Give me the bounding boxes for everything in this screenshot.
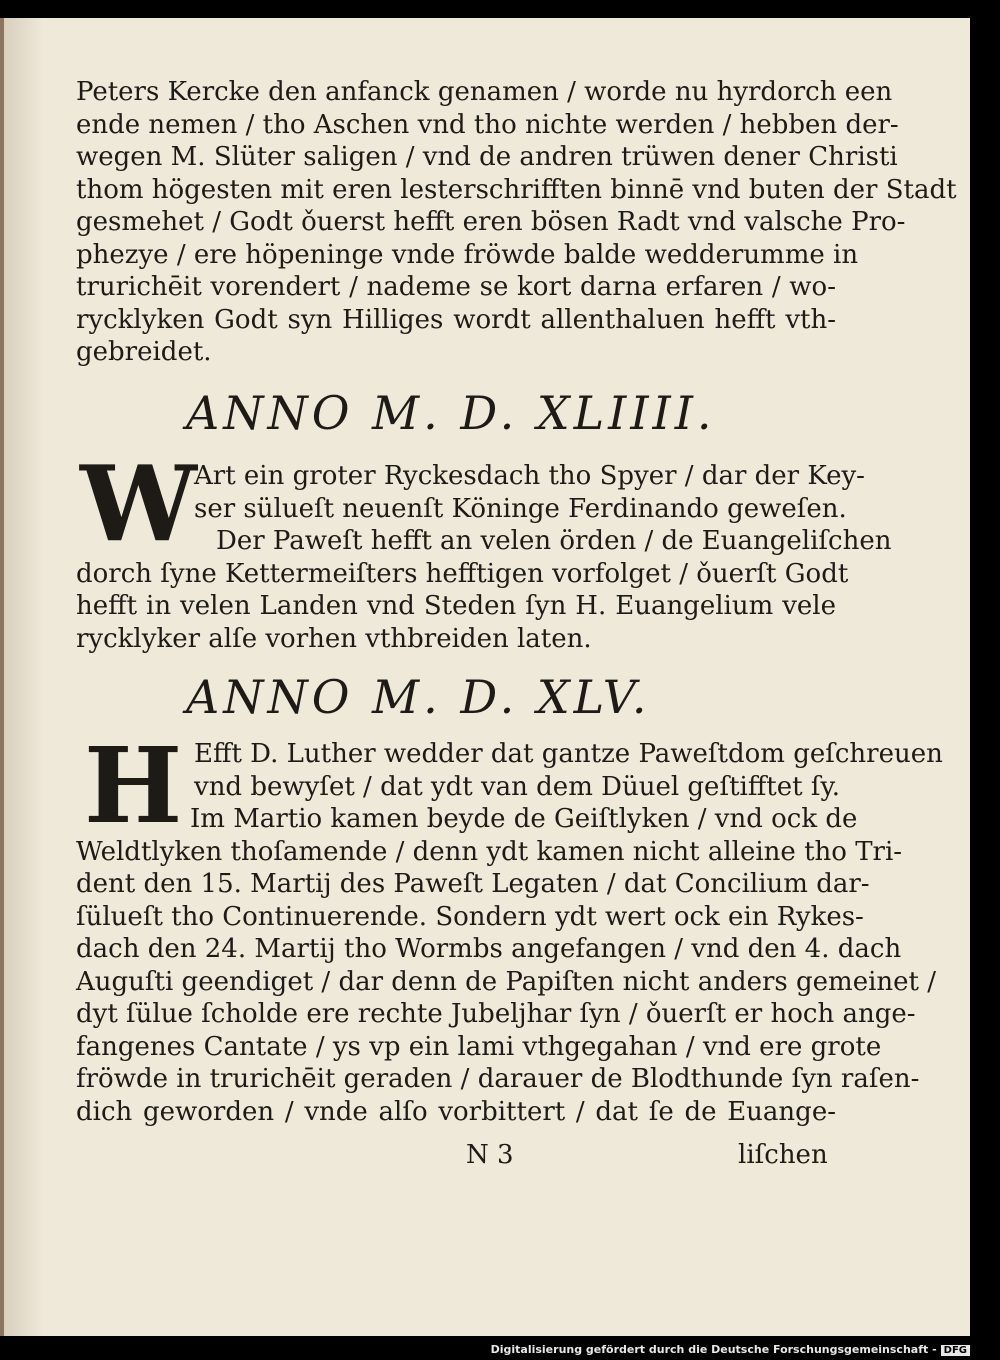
signature-mark: N 3 xyxy=(466,1140,514,1170)
credit-text: Digitalisierung gefördert durch die Deutsche Forschungsgemeinschaft - xyxy=(490,1343,937,1356)
text-line: dich geworden / vnde alſo vorbittert / dat ſe de Euange- xyxy=(76,1096,836,1127)
text-line: gesmehet / Godt ǒuerst hefft eren bösen Radt vnd valsche Pro- xyxy=(76,207,906,237)
drop-cap-w: W xyxy=(80,442,197,565)
text-line: Der Paweſt hefft an velen örden / de Euangeliſchen xyxy=(216,526,892,556)
text-block-3 xyxy=(76,738,943,1128)
text-line: ſülueſt tho Continuerende. Sondern ydt wert ock ein Rykes- xyxy=(76,901,864,932)
text-line: dorch ſyne Kettermeiſters hefftigen vorfolget / ǒuerſt Godt xyxy=(76,558,849,589)
text-line: dyt ſülue ſcholde ere rechte Jubeljhar ſyn / ǒuerſt er hoch ange- xyxy=(76,999,916,1029)
text-line: phezye / ere höpeninge vnde fröwde balde wedderumme in xyxy=(76,239,859,270)
text-line: thom högesten mit eren lesterschrifften binnē vnd buten der Stadt xyxy=(76,174,957,205)
dfg-logo: DFG xyxy=(941,1345,970,1356)
text-line: gebreidet. xyxy=(76,337,212,367)
text-line: Im Martio kamen beyde de Geiſtlyken / vnd ock de xyxy=(190,804,858,834)
text-line: Weldtlyken thoſamende / denn ydt kamen nicht alleine tho Tri- xyxy=(76,836,903,867)
text-line: rycklyker alſe vorhen vthbreiden laten. xyxy=(76,623,592,654)
digitization-credit xyxy=(491,1343,970,1356)
catchword: liſchen xyxy=(738,1140,828,1170)
text-line: wegen M. Slüter saligen / vnd de andren trüwen dener Christi xyxy=(76,142,898,172)
section-heading-1544: ANNO M. D. XLIIII. xyxy=(186,386,716,440)
text-line: ser sülueſt neuenſt Köninge Ferdinando geweſen. xyxy=(194,493,847,524)
text-line: fröwde in trurichēit geraden / darauer de Blodthunde ſyn raſen- xyxy=(76,1064,920,1094)
text-line: rycklyken Godt syn Hilliges wordt allenthaluen hefft vth- xyxy=(76,304,836,335)
text-line: ende nemen / tho Aschen vnd tho nichte werden / hebben der- xyxy=(76,109,899,140)
text-line: hefft in velen Landen vnd Steden ſyn H. Euangelium vele xyxy=(76,591,836,621)
drop-cap-h: H xyxy=(84,724,183,847)
text-line: Art ein groter Ryckesdach tho Spyer / dar der Key- xyxy=(194,461,865,491)
text-line: fangenes Cantate / ys vp ein lami vthgegahan / vnd ere grote xyxy=(76,1031,882,1062)
text-line: Peters Kercke den anfanck genamen / worde nu hyrdorch een xyxy=(76,77,893,107)
section-heading-1545: ANNO M. D. XLV. xyxy=(186,670,651,724)
text-line: vnd bewyſet / dat ydt van dem Düuel geſtifftet ſy. xyxy=(194,771,840,802)
text-line: Auguſti geendiget / dar denn de Papiſten nicht anders gemeinet / xyxy=(76,966,937,997)
text-block-2 xyxy=(76,460,892,655)
text-line: dach den 24. Martij tho Wormbs angefangen / vnd den 4. dach xyxy=(76,934,902,964)
text-line: Efft D. Luther wedder dat gantze Paweſtdom geſchreuen xyxy=(194,739,943,769)
text-block-1 xyxy=(76,76,957,369)
text-line: dent den 15. Martij des Paweſt Legaten / dat Concilium dar- xyxy=(76,869,870,899)
text-line: trurichēit vorendert / nademe se kort darna erfaren / wo- xyxy=(76,272,836,302)
